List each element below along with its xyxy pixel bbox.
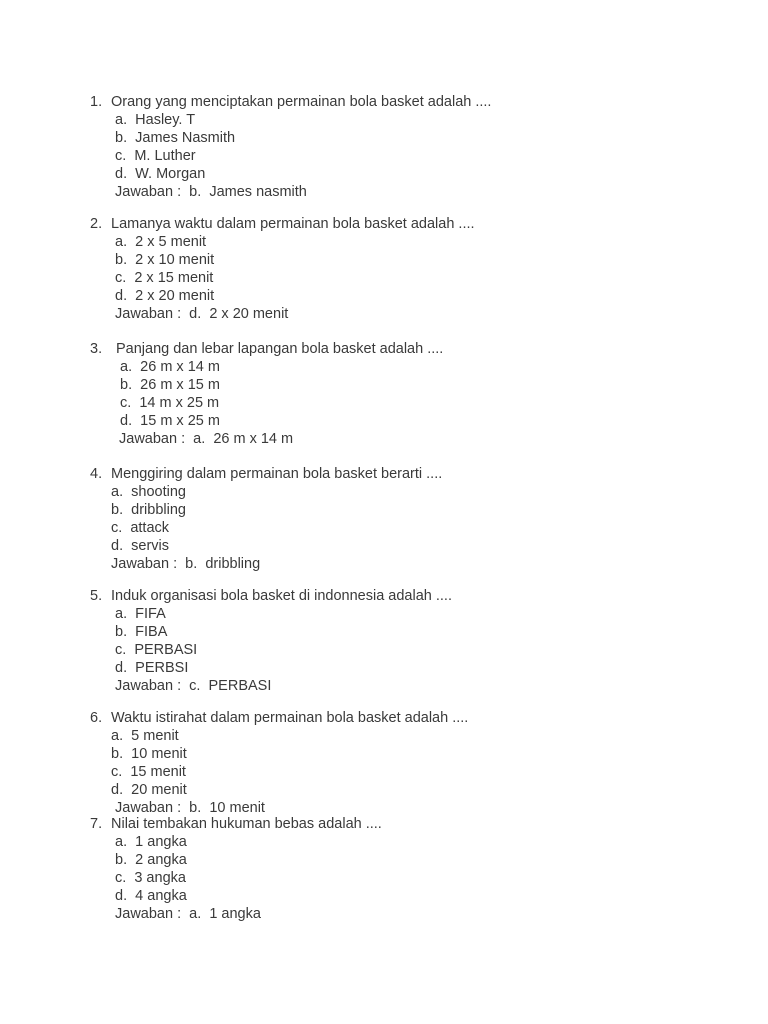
- spacer: [127, 660, 135, 676]
- spacer: [123, 782, 131, 798]
- answer-text: 10 menit: [209, 800, 265, 816]
- option-letter: d.: [115, 888, 128, 904]
- option-letter: c.: [115, 870, 127, 886]
- answer-line: [115, 677, 271, 695]
- option-text: 20 menit: [131, 782, 187, 798]
- option-text: 2 x 10 menit: [135, 252, 215, 268]
- option-text: 2 x 5 menit: [135, 234, 207, 250]
- option-text: 5 menit: [131, 728, 179, 744]
- option-item: [115, 129, 235, 147]
- answer-label: Jawaban :: [115, 184, 182, 200]
- spacer: [127, 888, 135, 904]
- option-text: M. Luther: [134, 148, 196, 164]
- option-letter: a.: [115, 834, 128, 850]
- option-item: [120, 376, 220, 394]
- answer-label: Jawaban :: [115, 306, 182, 322]
- question-text: Nilai tembakan hukuman bebas adalah ....: [111, 816, 382, 832]
- option-text: FIFA: [135, 606, 166, 622]
- option-item: [115, 641, 197, 659]
- answer-line: [115, 905, 261, 923]
- option-item: [120, 412, 220, 430]
- spacer: [185, 431, 193, 447]
- answer-label: Jawaban :: [111, 556, 178, 572]
- option-item: [115, 165, 205, 183]
- question-number: 5.: [90, 588, 103, 604]
- spacer: [181, 906, 189, 922]
- option-item: [115, 887, 187, 905]
- question-text: Orang yang menciptakan permainan bola basket adalah ....: [111, 94, 492, 110]
- answer-line: [115, 183, 307, 201]
- question-number: 3.: [90, 341, 103, 357]
- spacer: [127, 252, 135, 268]
- option-letter: c.: [115, 148, 127, 164]
- spacer: [200, 678, 208, 694]
- answer-text: 26 m x 14 m: [213, 431, 294, 447]
- option-text: FIBA: [135, 624, 168, 640]
- option-letter: b.: [115, 852, 128, 868]
- option-text: attack: [130, 520, 170, 536]
- option-item: [111, 483, 186, 501]
- spacer: [127, 130, 135, 146]
- spacer: [181, 678, 189, 694]
- answer-letter: d.: [189, 306, 202, 322]
- option-letter: b.: [120, 377, 133, 393]
- option-letter: d.: [111, 538, 124, 554]
- option-item: [115, 869, 186, 887]
- option-text: 3 angka: [134, 870, 186, 886]
- option-text: Hasley. T: [135, 112, 196, 128]
- question-text: Lamanya waktu dalam permainan bola basket adalah ....: [111, 216, 475, 232]
- option-letter: d.: [115, 166, 128, 182]
- question-number: 7.: [90, 816, 103, 832]
- spacer: [181, 800, 189, 816]
- option-item: [111, 745, 187, 763]
- spacer: [123, 484, 131, 500]
- option-letter: d.: [115, 660, 128, 676]
- option-item: [115, 233, 206, 251]
- option-letter: b.: [115, 130, 128, 146]
- option-text: shooting: [131, 484, 186, 500]
- option-text: 10 menit: [131, 746, 187, 762]
- option-letter: b.: [115, 252, 128, 268]
- option-item: [115, 269, 213, 287]
- option-letter: d.: [120, 413, 133, 429]
- option-letter: b.: [111, 746, 124, 762]
- option-letter: a.: [115, 606, 128, 622]
- answer-text: James nasmith: [209, 184, 307, 200]
- option-text: servis: [131, 538, 170, 554]
- spacer: [123, 746, 131, 762]
- answer-line: [119, 430, 293, 448]
- option-item: [120, 394, 219, 412]
- spacer: [127, 606, 135, 622]
- option-letter: d.: [115, 288, 128, 304]
- spacer: [132, 359, 140, 375]
- option-letter: c.: [111, 764, 123, 780]
- spacer: [177, 556, 185, 572]
- spacer: [132, 413, 140, 429]
- answer-text: 1 angka: [209, 906, 261, 922]
- option-item: [115, 851, 187, 869]
- spacer: [181, 184, 189, 200]
- option-text: 14 m x 25 m: [139, 395, 220, 411]
- answer-line: [115, 305, 288, 323]
- spacer: [127, 834, 135, 850]
- option-item: [111, 781, 187, 799]
- spacer: [123, 538, 131, 554]
- question-text: Induk organisasi bola basket di indonnesia adalah ....: [111, 588, 452, 604]
- option-letter: b.: [111, 502, 124, 518]
- option-text: 2 x 20 menit: [135, 288, 215, 304]
- question-number: 4.: [90, 466, 103, 482]
- spacer: [127, 112, 135, 128]
- answer-label: Jawaban :: [115, 800, 182, 816]
- option-text: 2 angka: [135, 852, 187, 868]
- answer-letter: a.: [189, 906, 202, 922]
- option-text: James Nasmith: [135, 130, 236, 146]
- option-text: 2 x 15 menit: [134, 270, 214, 286]
- option-letter: b.: [115, 624, 128, 640]
- spacer: [127, 234, 135, 250]
- spacer: [132, 377, 140, 393]
- spacer: [127, 852, 135, 868]
- question-number: 2.: [90, 216, 103, 232]
- answer-label: Jawaban :: [119, 431, 186, 447]
- option-item: [115, 287, 214, 305]
- answer-letter: c.: [189, 678, 201, 694]
- option-letter: a.: [115, 234, 128, 250]
- question-number: 6.: [90, 710, 103, 726]
- option-item: [120, 358, 220, 376]
- option-item: [115, 605, 166, 623]
- option-item: [111, 727, 179, 745]
- question-text: Menggiring dalam permainan bola basket berarti ....: [111, 466, 443, 482]
- option-item: [111, 537, 169, 555]
- answer-letter: b.: [189, 800, 202, 816]
- option-letter: c.: [120, 395, 132, 411]
- option-item: [115, 111, 195, 129]
- option-letter: a.: [111, 728, 124, 744]
- option-text: 4 angka: [135, 888, 187, 904]
- option-text: dribbling: [131, 502, 186, 518]
- spacer: [123, 728, 131, 744]
- option-letter: c.: [111, 520, 123, 536]
- option-letter: d.: [111, 782, 124, 798]
- option-text: 15 m x 25 m: [140, 413, 220, 429]
- option-text: 26 m x 14 m: [140, 359, 220, 375]
- option-text: 26 m x 15 m: [140, 377, 220, 393]
- answer-text: dribbling: [205, 556, 261, 572]
- option-item: [115, 147, 196, 165]
- option-letter: a.: [115, 112, 128, 128]
- option-item: [111, 519, 169, 537]
- option-item: [115, 659, 188, 677]
- answer-line: [111, 555, 260, 573]
- answer-text: PERBASI: [208, 678, 272, 694]
- answer-label: Jawaban :: [115, 906, 182, 922]
- option-item: [111, 501, 186, 519]
- answer-letter: a.: [193, 431, 206, 447]
- option-text: PERBASI: [134, 642, 198, 658]
- question-text: Waktu istirahat dalam permainan bola basket adalah ....: [111, 710, 469, 726]
- answer-letter: b.: [189, 184, 202, 200]
- answer-letter: b.: [185, 556, 198, 572]
- option-letter: c.: [115, 270, 127, 286]
- option-item: [115, 251, 214, 269]
- option-letter: a.: [120, 359, 133, 375]
- option-text: 15 menit: [130, 764, 186, 780]
- option-item: [115, 623, 167, 641]
- option-letter: a.: [111, 484, 124, 500]
- question-number: 1.: [90, 94, 103, 110]
- option-text: 1 angka: [135, 834, 187, 850]
- spacer: [127, 624, 135, 640]
- option-text: W. Morgan: [135, 166, 206, 182]
- answer-text: 2 x 20 menit: [209, 306, 289, 322]
- spacer: [127, 288, 135, 304]
- spacer: [181, 306, 189, 322]
- option-letter: c.: [115, 642, 127, 658]
- option-item: [115, 833, 187, 851]
- option-item: [111, 763, 186, 781]
- spacer: [123, 502, 131, 518]
- option-text: PERBSI: [135, 660, 189, 676]
- spacer: [127, 166, 135, 182]
- question-text: Panjang dan lebar lapangan bola basket adalah ....: [116, 341, 444, 357]
- answer-label: Jawaban :: [115, 678, 182, 694]
